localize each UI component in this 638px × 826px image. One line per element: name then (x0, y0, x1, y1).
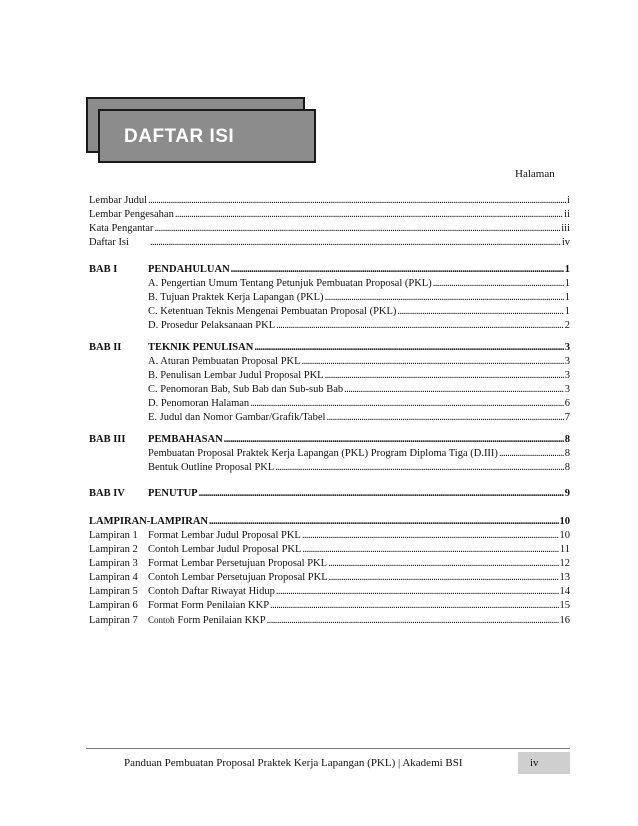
page-title: DAFTAR ISI (124, 126, 235, 147)
appendix-title: LAMPIRAN-LAMPIRAN (89, 516, 208, 527)
toc-entry-page: 1 (564, 306, 570, 317)
toc-entry-label: Pembuatan Proposal Praktek Kerja Lapangan (PKL) Program Diploma Tiga (D.III) (148, 448, 498, 459)
toc-entry-page: 14 (559, 586, 570, 597)
chapter-page: 9 (564, 488, 570, 499)
toc-entry-label: A. Pengertian Umum Tentang Petunjuk Pembuatan Proposal (PKL) (148, 278, 432, 289)
toc-entry-page: 16 (559, 615, 570, 626)
toc-entry-page: 7 (564, 412, 570, 423)
toc-entry-label: B. Tujuan Praktek Kerja Lapangan (PKL) (148, 292, 324, 303)
title-banner (86, 97, 318, 165)
toc-entry-page: 3 (564, 370, 570, 381)
dot-leader (250, 397, 564, 411)
toc-entry-label: E. Judul dan Nomor Gambar/Grafik/Tabel (148, 412, 326, 423)
toc-appendix-entry[interactable] (89, 557, 570, 571)
appendix-page: 10 (559, 516, 570, 527)
toc-appendix-entry[interactable] (89, 613, 570, 627)
toc-entry-label: Contoh Daftar Riwayat Hidup (148, 586, 275, 597)
toc-entry-label: Daftar Isi (89, 237, 129, 248)
chapter-title: PENUTUP (148, 488, 198, 499)
toc-entry-daftar-isi[interactable] (89, 236, 570, 250)
toc-entry-lembar-pengesahan[interactable] (89, 208, 570, 222)
dot-leader (302, 543, 558, 557)
chapter-title: PENDAHULUAN (148, 264, 230, 275)
dot-leader (302, 355, 564, 369)
toc-entry-page: 3 (564, 356, 570, 367)
toc-entry-label: Contoh Lembar Judul Proposal PKL (148, 544, 302, 555)
toc-entry[interactable] (148, 447, 570, 461)
toc-entry-label: Format Lembar Persetujuan Proposal PKL (148, 558, 328, 569)
toc-entry[interactable] (148, 397, 570, 411)
chapter-number: BAB II (89, 342, 122, 353)
toc-appendix-heading[interactable] (89, 515, 570, 529)
toc-entry-label: D. Prosedur Pelaksanaan PKL (148, 320, 276, 331)
toc-entry-label: Contoh Lembar Persetujuan Proposal PKL (148, 572, 328, 583)
toc-entry-label: Format Form Penilaian KKP (148, 600, 270, 611)
dot-leader (344, 383, 564, 397)
toc-entry-label: A. Aturan Pembuatan Proposal PKL (148, 356, 301, 367)
toc-entry-page: 3 (564, 384, 570, 395)
toc-entry-page: iv (561, 237, 570, 248)
appendix-number: Lampiran 4 (89, 572, 138, 583)
footer-text: Panduan Pembuatan Proposal Praktek Kerja Lapangan (PKL) | Akademi BSI (124, 757, 463, 769)
dot-leader (433, 277, 564, 291)
chapter-title: TEKNIK PENULISAN (148, 342, 254, 353)
appendix-number: Lampiran 6 (89, 600, 138, 611)
toc-chapter-pembahasan[interactable] (148, 433, 570, 447)
halaman-label: Halaman (515, 168, 555, 180)
dot-leader (328, 557, 558, 571)
toc-appendix-entry[interactable] (89, 571, 570, 585)
footer-page-box (516, 752, 570, 774)
dot-leader (275, 461, 563, 475)
dot-leader (397, 305, 563, 319)
toc-entry-page: 1 (564, 278, 570, 289)
toc-entry[interactable] (148, 355, 570, 369)
toc-entry-page: ii (564, 209, 570, 220)
toc-appendix-entry[interactable] (89, 585, 570, 599)
toc-entry-page: 8 (564, 462, 570, 473)
dot-leader (148, 194, 566, 208)
toc-entry-page: 10 (559, 530, 570, 541)
toc-entry-page: 8 (564, 448, 570, 459)
toc-entry-label-prefix: Contoh (148, 615, 175, 625)
footer-page-number: iv (530, 757, 539, 769)
toc-entry-label: Form Penilaian KKP (177, 615, 266, 626)
toc-entry-page: 6 (564, 398, 570, 409)
toc-entry[interactable] (148, 291, 570, 305)
toc-entry-label: Kata Pengantar (89, 223, 154, 234)
dot-leader (224, 433, 564, 447)
dot-leader (209, 515, 559, 529)
chapter-page: 3 (564, 342, 570, 353)
toc-entry[interactable] (148, 277, 570, 291)
toc-entry-page: iii (561, 223, 570, 234)
toc-entry-page: 1 (564, 292, 570, 303)
toc-entry[interactable] (148, 319, 570, 333)
toc-entry-label: Format Lembar Judul Proposal PKL (148, 530, 301, 541)
dot-leader (150, 236, 561, 250)
chapter-number: BAB I (89, 264, 118, 275)
toc-entry[interactable] (148, 411, 570, 425)
title-banner-box (98, 109, 316, 163)
toc-entry[interactable] (148, 305, 570, 319)
appendix-number: Lampiran 2 (89, 544, 138, 555)
toc-entry[interactable] (148, 369, 570, 383)
toc-chapter-teknik-penulisan[interactable] (148, 341, 570, 355)
dot-leader (267, 614, 559, 628)
toc-entry-label: D. Penomoran Halaman (148, 398, 250, 409)
toc-entry-label: C. Ketentuan Teknis Mengenai Pembuatan Proposal (PKL) (148, 306, 397, 317)
dot-leader (499, 447, 564, 461)
toc-appendix-entry[interactable] (89, 529, 570, 543)
toc-entry-page: 11 (559, 544, 570, 555)
chapter-number: BAB IV (89, 488, 125, 499)
appendix-number: Lampiran 7 (89, 615, 138, 626)
toc-entry-label: Lembar Judul (89, 195, 148, 206)
toc-entry[interactable] (148, 461, 570, 475)
toc-entry-kata-pengantar[interactable] (89, 222, 570, 236)
dot-leader (276, 319, 564, 333)
toc-entry-lembar-judul[interactable] (89, 194, 570, 208)
chapter-page: 8 (564, 434, 570, 445)
chapter-title: PEMBAHASAN (148, 434, 223, 445)
toc-entry-page: i (567, 195, 570, 206)
dot-leader (325, 291, 564, 305)
dot-leader (270, 599, 558, 613)
appendix-number: Lampiran 5 (89, 586, 138, 597)
toc-entry-page: 12 (559, 558, 570, 569)
toc-entry[interactable] (148, 383, 570, 397)
toc-appendix-entry[interactable] (89, 543, 570, 557)
dot-leader (199, 487, 564, 501)
toc-chapter-pendahuluan[interactable] (148, 263, 570, 277)
dot-leader (329, 571, 559, 585)
toc-entry-page: 2 (564, 320, 570, 331)
dot-leader (231, 263, 564, 277)
toc-chapter-penutup[interactable] (148, 487, 570, 501)
toc-appendix-entry[interactable] (89, 599, 570, 613)
dot-leader (254, 341, 563, 355)
toc-entry-label: B. Penulisan Lembar Judul Proposal PKL (148, 370, 324, 381)
toc-entry-page: 13 (559, 572, 570, 583)
toc-entry-page: 15 (559, 600, 570, 611)
dot-leader (276, 585, 559, 599)
appendix-number: Lampiran 1 (89, 530, 138, 541)
dot-leader (302, 529, 559, 543)
dot-leader (154, 222, 560, 236)
appendix-number: Lampiran 3 (89, 558, 138, 569)
footer-divider (86, 748, 570, 749)
toc-entry-label: Bentuk Outline Proposal PKL (148, 462, 275, 473)
dot-leader (326, 411, 563, 425)
chapter-page: 1 (564, 264, 570, 275)
chapter-number: BAB III (89, 434, 126, 445)
toc-entry-label: C. Penomoran Bab, Sub Bab dan Sub-sub Bab (148, 384, 344, 395)
toc-entry-label: Lembar Pengesahan (89, 209, 174, 220)
dot-leader (325, 369, 564, 383)
dot-leader (175, 208, 563, 222)
